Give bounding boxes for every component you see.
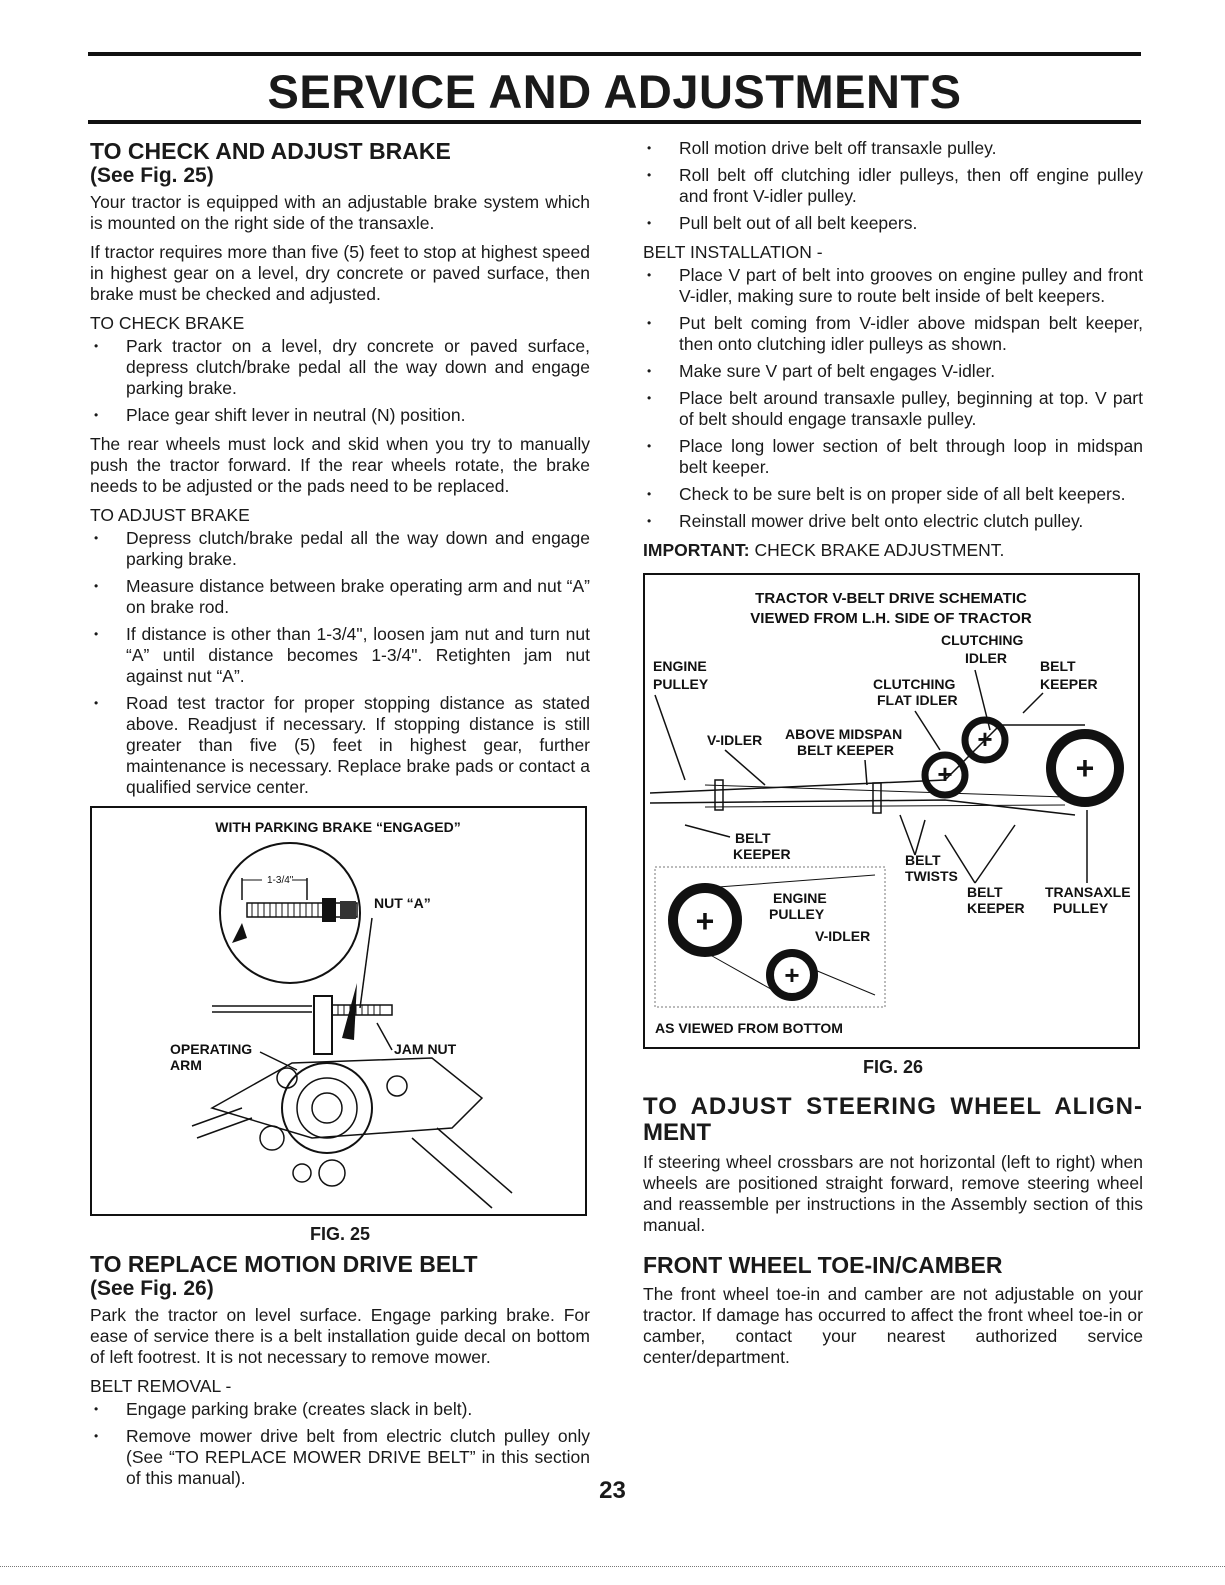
fig25-illustration bbox=[92, 808, 585, 1214]
list-item: • Remove mower drive belt from electric clutch pulley only (See “TO REPLACE MOWER DRIVE BELT” in this section of this manual). bbox=[90, 1426, 590, 1489]
steering-heading-line2: MENT bbox=[643, 1119, 711, 1146]
arm-label: ARM bbox=[170, 1057, 202, 1073]
engine-label: ENGINE bbox=[653, 658, 707, 674]
toe-paragraph: The front wheel toe-in and camber are not adjustable on your tractor. If damage has occurred to affect the front wheel toe-in or camber, contact your nearest authorized service center/department. bbox=[643, 1284, 1143, 1367]
left-column bbox=[90, 138, 590, 1497]
toe-heading: FRONT WHEEL TOE-IN/CAMBER bbox=[643, 1252, 1003, 1278]
keeper-label: KEEPER bbox=[1040, 676, 1098, 692]
bottom-rule bbox=[0, 1566, 1225, 1568]
fig25-caption: FIG. 25 bbox=[309, 1224, 371, 1244]
list-item: • If distance is other than 1-3/4", loosen jam nut and turn nut “A” until distance becomes 1-3/4". Retighten jam nut against nut “A”. bbox=[90, 624, 590, 687]
belt-removal-label: BELT REMOVAL - bbox=[90, 1376, 232, 1396]
list-item: • Measure distance between brake operating arm and nut “A” on brake rod. bbox=[90, 576, 590, 618]
adjust-brake-label: TO ADJUST BRAKE bbox=[90, 505, 250, 525]
page-number: 23 bbox=[599, 1477, 626, 1504]
brake-subheading: (See Fig. 25) bbox=[90, 164, 214, 187]
flat-idler-label: FLAT IDLER bbox=[877, 692, 958, 708]
steering-heading bbox=[643, 1094, 1143, 1146]
keeper-b-label: KEEPER bbox=[733, 846, 791, 862]
fig26-title-line2: VIEWED FROM L.H. SIDE OF TRACTOR bbox=[750, 610, 1032, 627]
clutching-label: CLUTCHING bbox=[941, 632, 1024, 648]
svg-text:+: + bbox=[784, 960, 800, 990]
belt-installation-label: BELT INSTALLATION - bbox=[643, 242, 823, 262]
fig26-box bbox=[643, 573, 1140, 1049]
important-text: CHECK BRAKE ADJUSTMENT. bbox=[754, 540, 1005, 560]
belt-installation-list bbox=[643, 265, 1143, 532]
motion-belt-intro: Park the tractor on level surface. Engage parking brake. For ease of service there is a belt installation guide decal on bottom of left footrest. It is not necessary to remove mower. bbox=[90, 1305, 590, 1367]
belt-keeper-label: BELT KEEPER bbox=[797, 742, 894, 758]
motion-belt-heading: TO REPLACE MOTION DRIVE BELT bbox=[90, 1251, 478, 1277]
list-item: • Pull belt out of all belt keepers. bbox=[643, 213, 1143, 234]
belt-twists-label-2: TWISTS bbox=[905, 868, 958, 884]
check-brake-list bbox=[90, 336, 590, 426]
steering-paragraph: If steering wheel crossbars are not horizontal (left to right) when wheels are positioned straight forward, remove steering wheel and reassemble per instructions in the Assembly section of this manual. bbox=[643, 1152, 1143, 1235]
belt-b-label: BELT bbox=[735, 830, 771, 846]
bottom-view-label: AS VIEWED FROM BOTTOM bbox=[655, 1020, 843, 1036]
list-item: • Check to be sure belt is on proper side of all belt keepers. bbox=[643, 484, 1143, 505]
fig26-illustration bbox=[645, 575, 1138, 1047]
list-item: • Place belt around transaxle pulley, beginning at top. V part of belt should engage transaxle pulley. bbox=[643, 388, 1143, 430]
brake-test-paragraph: The rear wheels must lock and skid when you try to manually push the tractor forward. If the rear wheels rotate, the brake needs to be adjusted or the pads need to be replaced. bbox=[90, 434, 590, 496]
above-midspan-label: ABOVE MIDSPAN bbox=[785, 726, 903, 742]
clutching-flat-label: CLUTCHING bbox=[873, 676, 956, 692]
page-title: SERVICE AND ADJUSTMENTS bbox=[267, 65, 962, 118]
list-item: • Make sure V part of belt engages V-idler. bbox=[643, 361, 1143, 382]
brake-heading: TO CHECK AND ADJUST BRAKE bbox=[90, 138, 451, 164]
fig25-header: WITH PARKING BRAKE “ENGAGED” bbox=[215, 819, 461, 835]
list-item: • Place V part of belt into grooves on engine pulley and front V-idler, making sure to route belt inside of belt keepers. bbox=[643, 265, 1143, 307]
operating-label: OPERATING bbox=[170, 1041, 253, 1057]
steering-heading-line1: TO ADJUST STEERING WHEEL ALIGN- bbox=[643, 1093, 1143, 1120]
belt-removal-list-left bbox=[90, 1399, 590, 1489]
brake-requirement: If tractor requires more than five (5) feet to stop at highest speed in highest gear on a level, dry concrete or paved surface, then brake must be checked and adjusted. bbox=[90, 242, 590, 304]
brake-intro: Your tractor is equipped with an adjustable brake system which is mounted on the right side of the transaxle. bbox=[90, 192, 590, 233]
list-item: • Roll motion drive belt off transaxle pulley. bbox=[643, 138, 1143, 159]
list-item: • Park tractor on a level, dry concrete or paved surface, depress clutch/brake pedal all the way down and engage parking brake. bbox=[90, 336, 590, 399]
nut-a-label: NUT “A” bbox=[374, 895, 431, 911]
top-rule bbox=[88, 52, 1141, 56]
list-item: • Engage parking brake (creates slack in belt). bbox=[90, 1399, 590, 1420]
list-item: • Place gear shift lever in neutral (N) position. bbox=[90, 405, 590, 426]
idler-label: IDLER bbox=[965, 650, 1007, 666]
pulley-label: PULLEY bbox=[653, 676, 709, 692]
dimension-label: 1-3/4" bbox=[267, 875, 294, 886]
belt-twists-label-1: BELT bbox=[905, 852, 941, 868]
list-item: • Road test tractor for proper stopping distance as stated above. Readjust if necessary. If stopping distance is still greater than five (5) feet in highest gear, further maintenance is necessary. Replace brake pads or contact a qualified service center. bbox=[90, 693, 590, 798]
inset-v-idler-label: V-IDLER bbox=[815, 928, 871, 944]
inset-pulley-label: PULLEY bbox=[769, 906, 825, 922]
motion-belt-subheading: (See Fig. 26) bbox=[90, 1277, 214, 1300]
list-item: • Put belt coming from V-idler above midspan belt keeper, then onto clutching idler pulleys as shown. bbox=[643, 313, 1143, 355]
svg-text:+: + bbox=[937, 759, 953, 789]
v-idler-label: V-IDLER bbox=[707, 732, 763, 748]
belt-removal-list-right bbox=[643, 138, 1143, 234]
magnifier-circle bbox=[220, 843, 360, 983]
list-item: • Depress clutch/brake pedal all the way down and engage parking brake. bbox=[90, 528, 590, 570]
transaxle-label-2: PULLEY bbox=[1053, 900, 1109, 916]
check-brake-label: TO CHECK BRAKE bbox=[90, 313, 245, 333]
belt-keeper-right-1: BELT bbox=[967, 884, 1003, 900]
important-note bbox=[643, 540, 1143, 561]
fig25-box bbox=[90, 806, 587, 1216]
list-item: • Place long lower section of belt through loop in midspan belt keeper. bbox=[643, 436, 1143, 478]
list-item: • Roll belt off clutching idler pulleys, then off engine pulley and front V-idler pulley. bbox=[643, 165, 1143, 207]
important-label: IMPORTANT: bbox=[643, 540, 750, 560]
fig26-caption: FIG. 26 bbox=[862, 1057, 924, 1077]
svg-text:+: + bbox=[695, 903, 715, 939]
svg-text:+: + bbox=[977, 724, 993, 754]
right-column bbox=[643, 138, 1143, 1376]
list-item: • Reinstall mower drive belt onto electric clutch pulley. bbox=[643, 511, 1143, 532]
fig26-title-line1: TRACTOR V-BELT DRIVE SCHEMATIC bbox=[755, 590, 1027, 607]
svg-text:+: + bbox=[1075, 750, 1095, 786]
jam-nut-label: JAM NUT bbox=[394, 1041, 457, 1057]
transaxle-label-1: TRANSAXLE bbox=[1045, 884, 1131, 900]
inset-engine-label: ENGINE bbox=[773, 890, 827, 906]
belt-keeper-right-2: KEEPER bbox=[967, 900, 1025, 916]
belt-label: BELT bbox=[1040, 658, 1076, 674]
title-rule bbox=[88, 120, 1141, 124]
adjust-brake-list bbox=[90, 528, 590, 798]
